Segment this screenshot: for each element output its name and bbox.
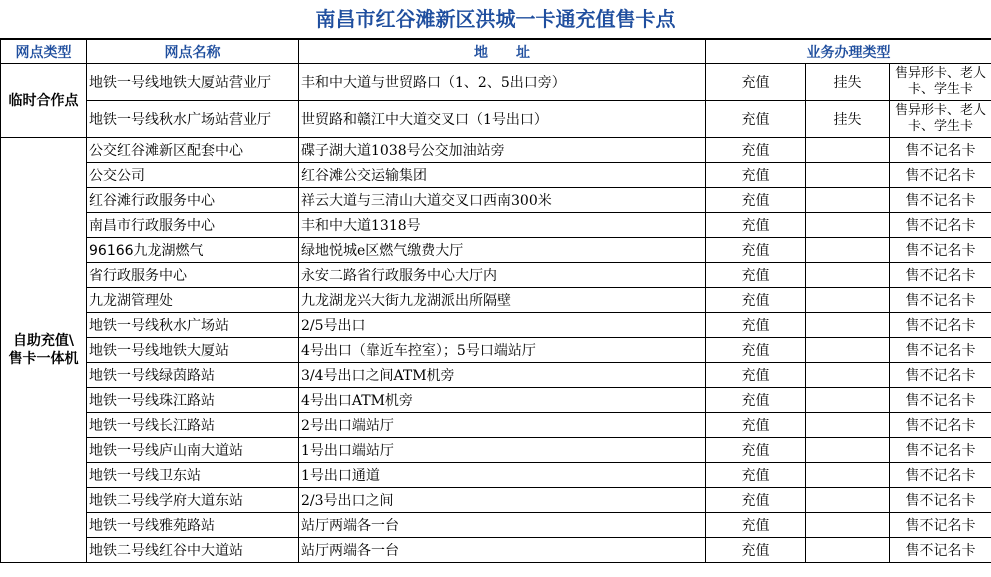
service-empty bbox=[806, 363, 890, 388]
service-recharge: 充值 bbox=[706, 413, 806, 438]
service-recharge: 充值 bbox=[706, 388, 806, 413]
outlet-address: 4号出口（靠近车控室）；5号口端站厅 bbox=[299, 338, 706, 363]
outlet-address: 丰和中大道与世贸路口（1、2、5出口旁） bbox=[299, 64, 706, 101]
service-card-sale: 售不记名卡 bbox=[890, 488, 991, 513]
service-empty bbox=[806, 263, 890, 288]
outlet-address: 世贸路和赣江中大道交叉口（1号出口） bbox=[299, 101, 706, 138]
outlet-name: 地铁一号线长江路站 bbox=[87, 413, 299, 438]
table-row bbox=[1, 438, 991, 463]
table-row bbox=[1, 238, 991, 263]
service-empty bbox=[806, 238, 890, 263]
service-card-sale: 售不记名卡 bbox=[890, 388, 991, 413]
outlet-name: 地铁二号线红谷中大道站 bbox=[87, 538, 299, 563]
table-row bbox=[1, 263, 991, 288]
service-empty bbox=[806, 463, 890, 488]
service-empty bbox=[806, 313, 890, 338]
table-row bbox=[1, 338, 991, 363]
service-card-sale: 售不记名卡 bbox=[890, 188, 991, 213]
outlet-name: 地铁一号线庐山南大道站 bbox=[87, 438, 299, 463]
service-card-sale: 售不记名卡 bbox=[890, 163, 991, 188]
service-empty bbox=[806, 138, 890, 163]
group-label-temp: 临时合作点 bbox=[1, 64, 87, 138]
outlet-name: 地铁一号线绿茵路站 bbox=[87, 363, 299, 388]
outlet-address: 2号出口端站厅 bbox=[299, 413, 706, 438]
group-label-self-service bbox=[1, 138, 87, 563]
service-report-loss: 挂失 bbox=[806, 64, 890, 101]
service-recharge: 充值 bbox=[706, 101, 806, 138]
service-recharge: 充值 bbox=[706, 64, 806, 101]
table-row bbox=[1, 101, 991, 138]
outlet-address: 站厅两端各一台 bbox=[299, 538, 706, 563]
table-row bbox=[1, 488, 991, 513]
header-address: 地 址 bbox=[299, 40, 706, 64]
outlet-table bbox=[0, 39, 991, 563]
outlet-name: 地铁一号线卫东站 bbox=[87, 463, 299, 488]
service-empty bbox=[806, 538, 890, 563]
service-recharge: 充值 bbox=[706, 288, 806, 313]
outlet-address: 碟子湖大道1038号公交加油站旁 bbox=[299, 138, 706, 163]
service-card-sale: 售不记名卡 bbox=[890, 213, 991, 238]
outlet-name: 地铁一号线珠江路站 bbox=[87, 388, 299, 413]
outlet-name: 96166九龙湖燃气 bbox=[87, 238, 299, 263]
service-recharge: 充值 bbox=[706, 538, 806, 563]
service-empty bbox=[806, 188, 890, 213]
outlet-address: 绿地悦城e区燃气缴费大厅 bbox=[299, 238, 706, 263]
outlet-name: 九龙湖管理处 bbox=[87, 288, 299, 313]
service-recharge: 充值 bbox=[706, 138, 806, 163]
table-row bbox=[1, 363, 991, 388]
service-empty bbox=[806, 163, 890, 188]
outlet-address: 1号出口端站厅 bbox=[299, 438, 706, 463]
service-recharge: 充值 bbox=[706, 313, 806, 338]
outlet-name: 地铁一号线秋水广场站营业厅 bbox=[87, 101, 299, 138]
outlet-name: 公交红谷滩新区配套中心 bbox=[87, 138, 299, 163]
service-card-sale: 售不记名卡 bbox=[890, 463, 991, 488]
outlet-address: 永安二路省行政服务中心大厅内 bbox=[299, 263, 706, 288]
service-card-sale: 售不记名卡 bbox=[890, 238, 991, 263]
service-recharge: 充值 bbox=[706, 263, 806, 288]
table-row bbox=[1, 213, 991, 238]
outlet-name: 地铁一号线秋水广场站 bbox=[87, 313, 299, 338]
outlet-address: 红谷滩公交运输集团 bbox=[299, 163, 706, 188]
service-empty bbox=[806, 288, 890, 313]
service-card-sale: 售异形卡、老人卡、学生卡 bbox=[890, 64, 991, 101]
service-recharge: 充值 bbox=[706, 163, 806, 188]
outlet-address: 3/4号出口之间ATM机旁 bbox=[299, 363, 706, 388]
service-empty bbox=[806, 413, 890, 438]
outlet-name: 地铁二号线学府大道东站 bbox=[87, 488, 299, 513]
page-title: 南昌市红谷滩新区洪城一卡通充值售卡点 bbox=[0, 0, 991, 39]
service-card-sale: 售不记名卡 bbox=[890, 288, 991, 313]
table-row bbox=[1, 163, 991, 188]
service-card-sale: 售不记名卡 bbox=[890, 363, 991, 388]
service-card-sale: 售不记名卡 bbox=[890, 313, 991, 338]
service-card-sale: 售不记名卡 bbox=[890, 263, 991, 288]
outlet-address: 4号出口ATM机旁 bbox=[299, 388, 706, 413]
outlet-address: 2/3号出口之间 bbox=[299, 488, 706, 513]
outlet-address: 2/5号出口 bbox=[299, 313, 706, 338]
service-recharge: 充值 bbox=[706, 238, 806, 263]
table-row bbox=[1, 463, 991, 488]
outlet-name: 南昌市行政服务中心 bbox=[87, 213, 299, 238]
service-card-sale: 售不记名卡 bbox=[890, 438, 991, 463]
outlet-address: 丰和中大道1318号 bbox=[299, 213, 706, 238]
service-card-sale: 售不记名卡 bbox=[890, 338, 991, 363]
outlet-name: 红谷滩行政服务中心 bbox=[87, 188, 299, 213]
service-empty bbox=[806, 488, 890, 513]
table-row bbox=[1, 288, 991, 313]
header-row bbox=[1, 40, 991, 64]
service-recharge: 充值 bbox=[706, 188, 806, 213]
service-recharge: 充值 bbox=[706, 438, 806, 463]
header-service: 业务办理类型 bbox=[706, 40, 991, 64]
service-recharge: 充值 bbox=[706, 513, 806, 538]
service-empty bbox=[806, 438, 890, 463]
header-type: 网点类型 bbox=[1, 40, 87, 64]
outlet-name: 公交公司 bbox=[87, 163, 299, 188]
service-card-sale: 售不记名卡 bbox=[890, 538, 991, 563]
outlet-address: 1号出口通道 bbox=[299, 463, 706, 488]
outlet-name: 省行政服务中心 bbox=[87, 263, 299, 288]
service-report-loss: 挂失 bbox=[806, 101, 890, 138]
header-name: 网点名称 bbox=[87, 40, 299, 64]
service-empty bbox=[806, 513, 890, 538]
table-row bbox=[1, 513, 991, 538]
group-label-line: 自助充值\ bbox=[12, 333, 75, 349]
outlet-address: 站厅两端各一台 bbox=[299, 513, 706, 538]
service-empty bbox=[806, 388, 890, 413]
table-row bbox=[1, 313, 991, 338]
service-card-sale: 售不记名卡 bbox=[890, 413, 991, 438]
service-empty bbox=[806, 338, 890, 363]
service-card-sale: 售不记名卡 bbox=[890, 513, 991, 538]
service-recharge: 充值 bbox=[706, 463, 806, 488]
table-row bbox=[1, 138, 991, 163]
service-card-sale: 售不记名卡 bbox=[890, 138, 991, 163]
service-recharge: 充值 bbox=[706, 338, 806, 363]
table-row bbox=[1, 188, 991, 213]
service-empty bbox=[806, 213, 890, 238]
outlet-address: 祥云大道与三清山大道交叉口西南300米 bbox=[299, 188, 706, 213]
service-recharge: 充值 bbox=[706, 213, 806, 238]
outlet-name: 地铁一号线地铁大厦站 bbox=[87, 338, 299, 363]
table-row bbox=[1, 413, 991, 438]
service-card-sale: 售异形卡、老人卡、学生卡 bbox=[890, 101, 991, 138]
outlet-name: 地铁一号线地铁大厦站营业厅 bbox=[87, 64, 299, 101]
outlet-name: 地铁一号线雅苑路站 bbox=[87, 513, 299, 538]
table-row bbox=[1, 538, 991, 563]
service-recharge: 充值 bbox=[706, 488, 806, 513]
group-label-line: 售卡一体机 bbox=[8, 351, 79, 367]
service-recharge: 充值 bbox=[706, 363, 806, 388]
table-row bbox=[1, 64, 991, 101]
outlet-address: 九龙湖龙兴大街九龙湖派出所隔壁 bbox=[299, 288, 706, 313]
table-row bbox=[1, 388, 991, 413]
